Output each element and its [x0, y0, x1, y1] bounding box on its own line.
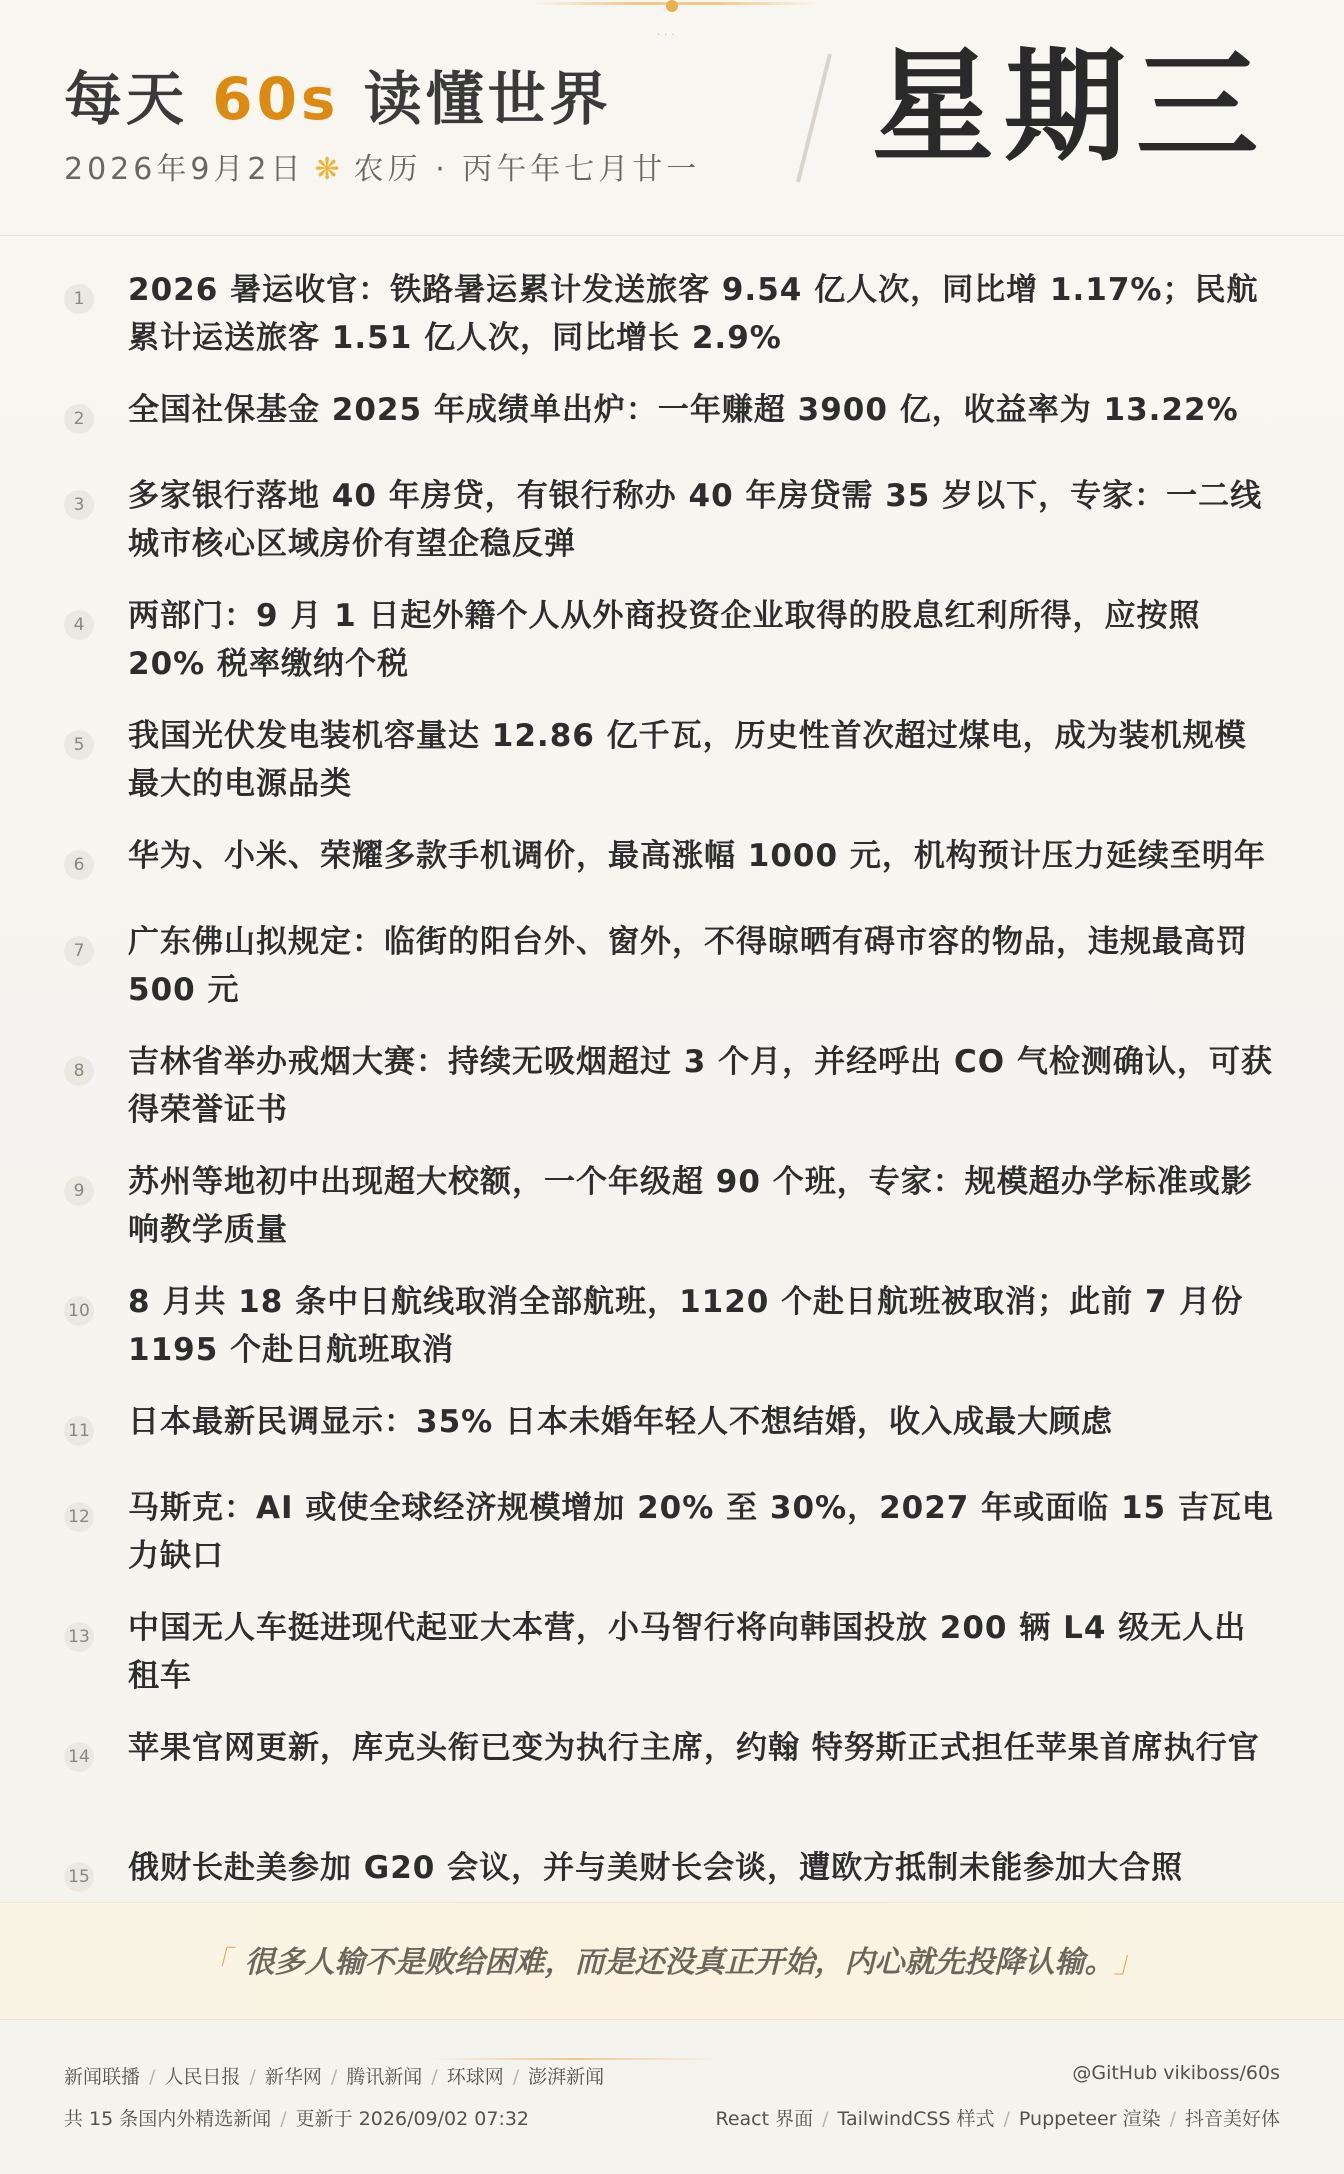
tech-credit: React 界面 — [715, 2108, 814, 2130]
tech-credit: TailwindCSS 样式 — [837, 2108, 995, 2130]
date: 2026年9月2日 — [64, 152, 305, 187]
news-number-badge: 8 — [64, 1056, 94, 1086]
tech-credit: Puppeteer 渲染 — [1018, 2108, 1161, 2130]
quote-text: 很多人输不是败给困难，而是还没真正开始，内心就先投降认输。 — [244, 1945, 1100, 1980]
news-number-badge: 4 — [64, 610, 94, 640]
separator: / — [512, 2066, 520, 2088]
news-number-badge: 2 — [64, 404, 94, 434]
source-link[interactable]: 新华网 — [264, 2066, 322, 2088]
source-link[interactable]: 环球网 — [446, 2066, 504, 2088]
news-text: 俄财长赴美参加 G20 会议，并与美财长会谈，遭欧方抵制未能参加大合照 — [128, 1850, 1184, 1886]
quote-band — [0, 1902, 1344, 2020]
news-number-badge: 10 — [64, 1296, 94, 1326]
news-text: 苏州等地初中出现超大校额，一个年级超 90 个班，专家：规模超办学标准或影响教学质量 — [128, 1164, 1253, 1248]
news-number-badge: 11 — [64, 1416, 94, 1446]
news-text: 两部门：9 月 1 日起外籍个人从外商投资企业取得的股息红利所得，应按照 20% 税率缴纳个税 — [128, 598, 1201, 682]
dateline — [64, 144, 700, 188]
separator: / — [431, 2066, 438, 2088]
quote-open-mark: 「 — [200, 1945, 231, 1980]
separator: / — [1169, 2108, 1176, 2130]
news-text: 8 月共 18 条中日航线取消全部航班，1120 个赴日航班被取消；此前 7 月份 1195 个赴日航班取消 — [128, 1284, 1244, 1368]
news-text: 马斯克：AI 或使全球经济规模增加 20% 至 30%，2027 年或面临 15 吉瓦电力缺口 — [128, 1490, 1274, 1574]
news-text: 我国光伏发电装机容量达 12.86 亿千瓦，历史性首次超过煤电，成为装机规模最大的电源品类 — [128, 718, 1247, 802]
lunar-date: 农历 · 丙午年七月廿一 — [353, 152, 701, 187]
updated-time: 更新于 2026/09/02 07:32 — [295, 2108, 530, 2130]
news-count: 共 15 条国内外精选新闻 — [64, 2108, 272, 2130]
news-text: 中国无人车挺进现代起亚大本营，小马智行将向韩国投放 200 辆 L4 级无人出租车 — [128, 1610, 1247, 1694]
news-text: 华为、小米、荣耀多款手机调价，最高涨幅 1000 元，机构预计压力延续至明年 — [128, 838, 1266, 874]
brand-suffix: 读懂世界 — [363, 65, 612, 133]
news-number-badge: 5 — [64, 730, 94, 760]
flower-icon: ❋ — [314, 152, 344, 187]
footer — [0, 2020, 1344, 2174]
source-link[interactable]: 新闻联播 — [64, 2066, 141, 2088]
news-number-badge: 15 — [64, 1862, 94, 1892]
source-link[interactable]: 澎湃新闻 — [528, 2066, 605, 2088]
tech-credit: 抖音美好体 — [1184, 2108, 1280, 2130]
github-link[interactable]: @GitHub vikiboss/60s — [1072, 2062, 1280, 2084]
news-text: 吉林省举办戒烟大赛：持续无吸烟超过 3 个月，并经呼出 CO 气检测确认，可获得荣誉证书 — [128, 1044, 1273, 1128]
separator: / — [280, 2108, 287, 2130]
top-accent-dot — [666, 0, 678, 12]
separator: / — [330, 2066, 338, 2088]
top-accent-dots: ··· — [657, 30, 679, 41]
header — [0, 0, 1344, 236]
news-number-badge: 3 — [64, 490, 94, 520]
news-text: 日本最新民调显示：35% 日本未婚年轻人不想结婚，收入成最大顾虑 — [128, 1404, 1113, 1440]
quote-close-mark: 」 — [1113, 1945, 1144, 1980]
separator: / — [249, 2066, 256, 2088]
source-link[interactable]: 腾讯新闻 — [346, 2066, 423, 2088]
separator: / — [822, 2108, 829, 2130]
news-text: 苹果官网更新，库克头衔已变为执行主席，约翰 特努斯正式担任苹果首席执行官 — [128, 1730, 1260, 1766]
news-text: 2026 暑运收官：铁路暑运累计发送旅客 9.54 亿人次，同比增 1.17%；民航累计运送旅客 1.51 亿人次，同比增长 2.9% — [128, 272, 1259, 356]
footer-meta — [64, 2104, 529, 2131]
divider-slash — [796, 53, 832, 182]
news-text: 多家银行落地 40 年房贷，有银行称办 40 年房贷需 35 岁以下，专家：一二线城市核心区域房价有望企稳反弹 — [128, 478, 1263, 562]
footer-accent-line — [430, 2058, 720, 2060]
brand-prefix: 每天 — [64, 65, 189, 133]
news-number-badge: 1 — [64, 284, 94, 314]
news-number-badge: 6 — [64, 850, 94, 880]
source-link[interactable]: 人民日报 — [164, 2066, 241, 2088]
daily-quote — [0, 1937, 1344, 1981]
separator: / — [149, 2066, 156, 2088]
weekday: 星期三 — [872, 36, 1268, 178]
news-sources — [64, 2062, 604, 2089]
news-number-badge: 14 — [64, 1742, 94, 1772]
brand-title — [64, 52, 612, 136]
tech-credits — [715, 2104, 1280, 2131]
news-text: 全国社保基金 2025 年成绩单出炉：一年赚超 3900 亿，收益率为 13.22% — [128, 392, 1239, 428]
news-number-badge: 9 — [64, 1176, 94, 1206]
news-text: 广东佛山拟规定：临街的阳台外、窗外，不得晾晒有碍市容的物品，违规最高罚 500 元 — [128, 924, 1248, 1008]
news-number-badge: 13 — [64, 1622, 94, 1652]
news-number-badge: 7 — [64, 936, 94, 966]
brand-accent: 60s — [212, 65, 340, 133]
separator: / — [1003, 2108, 1010, 2130]
news-number-badge: 12 — [64, 1502, 94, 1532]
